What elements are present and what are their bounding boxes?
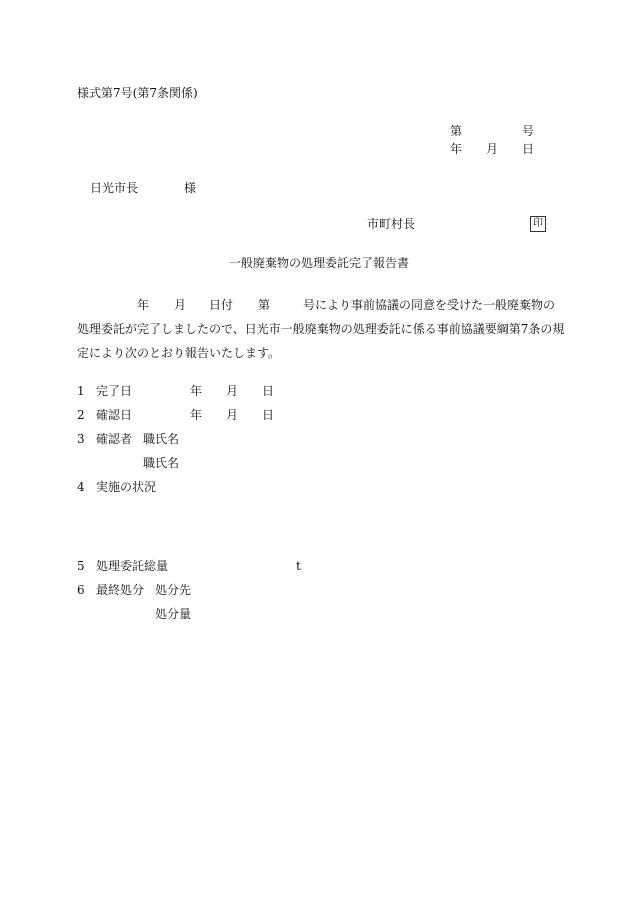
date-top-day: 日 (522, 142, 535, 156)
body-line2: 処理委託が完了しましたので、日光市一般廃棄物の処理委託に係る事前協議要綱第7条の規 (77, 322, 565, 336)
item-6-disposal-amount: 処分量 (155, 607, 192, 621)
body-date: 日付 (209, 298, 234, 312)
item-1-month: 月 (226, 384, 239, 398)
item-5-number: 5 (77, 559, 85, 573)
item-6-label: 最終処分 (96, 583, 145, 597)
item-5-label: 処理委託総量 (96, 559, 169, 573)
item-1-label: 完了日 (96, 384, 133, 398)
body-dai: 第 (258, 298, 271, 312)
body-month: 月 (174, 298, 187, 312)
item-6-number: 6 (77, 583, 85, 597)
date-top-year: 年 (450, 142, 463, 156)
document-title: 一般廃棄物の処理委託完了報告書 (229, 256, 410, 270)
body-line3: 定により次のとおり報告いたします。 (77, 346, 281, 360)
sender-title: 市町村長 (367, 217, 416, 231)
item-6-disposal-site: 処分先 (155, 583, 192, 597)
form-id: 様式第7号(第7条関係) (77, 86, 198, 100)
item-2-month: 月 (226, 408, 239, 422)
ref-dai: 第 (450, 124, 463, 138)
item-2-number: 2 (77, 408, 85, 422)
addressee-honorific: 様 (184, 181, 197, 195)
seal-mark: 印 (530, 216, 546, 232)
ref-go: 号 (522, 124, 535, 138)
item-4-label: 実施の状況 (96, 480, 157, 494)
item-3-number: 3 (77, 432, 85, 446)
item-2-year: 年 (190, 408, 203, 422)
item-1-year: 年 (190, 384, 203, 398)
item-3-title-name-1: 職氏名 (143, 432, 180, 446)
item-2-label: 確認日 (96, 408, 133, 422)
item-1-number: 1 (77, 384, 85, 398)
item-2-day: 日 (262, 408, 275, 422)
item-3-title-name-2: 職氏名 (143, 456, 180, 470)
addressee-name: 日光市長 (90, 181, 139, 195)
date-top-month: 月 (486, 142, 499, 156)
body-year: 年 (137, 298, 150, 312)
body-line1-rest: 号により事前協議の同意を受けた一般廃棄物の (303, 298, 556, 312)
item-4-number: 4 (77, 480, 85, 494)
item-5-unit: t (296, 559, 301, 573)
item-1-day: 日 (262, 384, 275, 398)
item-3-label: 確認者 (96, 432, 133, 446)
